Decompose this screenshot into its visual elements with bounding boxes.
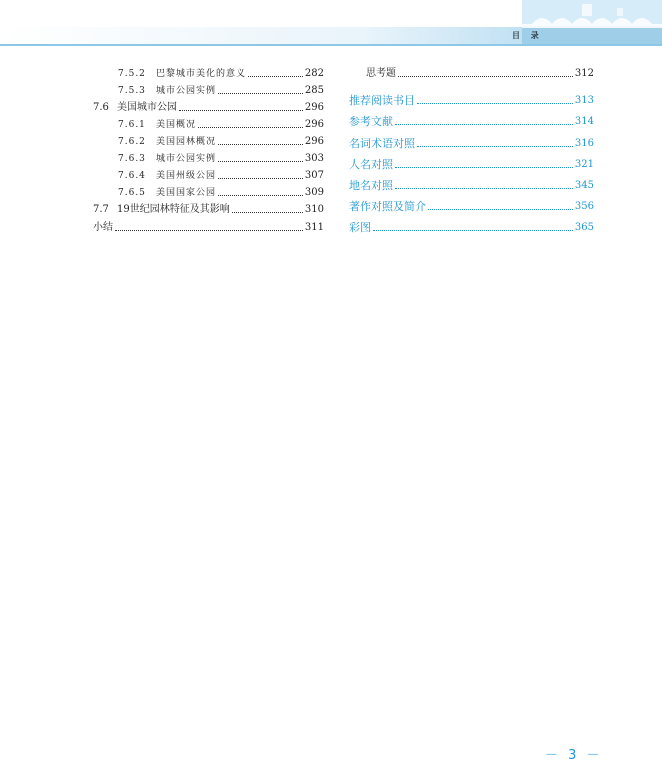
- toc-entry-title: 巴黎城市美化的意义: [156, 69, 247, 79]
- toc-entry-title: 彩图: [349, 221, 371, 234]
- toc-entry[interactable]: [349, 91, 594, 107]
- toc-entry-number: 7.7: [93, 204, 109, 215]
- toc-leader-dots: [218, 92, 303, 94]
- toc-entry-title: 推荐阅读书目: [349, 94, 415, 107]
- toc-entry-page: 282: [304, 68, 324, 79]
- toc-leader-dots: [398, 75, 573, 77]
- toc-entry-title: 美国园林概况: [156, 137, 217, 147]
- toc-entry-page: 307: [304, 170, 324, 181]
- toc-entry-page: 285: [304, 85, 324, 96]
- toc-entry[interactable]: [118, 81, 324, 97]
- toc-entry-page: 312: [574, 68, 594, 79]
- toc-leader-dots: [395, 166, 573, 168]
- toc-entry-title: 小结: [93, 222, 113, 233]
- toc-entry-title: 地名对照: [349, 179, 393, 192]
- toc-entry-title: 城市公园实例: [156, 86, 217, 96]
- toc-leader-dots: [395, 123, 573, 125]
- toc-entry[interactable]: [349, 176, 594, 192]
- toc-leader-dots: [218, 160, 303, 162]
- toc-entry[interactable]: [93, 98, 324, 114]
- toc-entry-title: 著作对照及简介: [349, 200, 426, 213]
- toc-leader-dots: [373, 229, 573, 231]
- toc-entry-page: 316: [574, 138, 594, 149]
- toc-entry-title: 城市公园实例: [156, 154, 217, 164]
- toc-entry-title: 19世纪园林特征及其影响: [117, 204, 230, 215]
- toc-entry-page: 313: [574, 95, 594, 106]
- toc-entry-title: 思考题: [366, 68, 396, 79]
- toc-entry[interactable]: [93, 218, 324, 234]
- toc-leader-dots: [218, 143, 303, 145]
- toc-entry-number: 7.5.3: [118, 86, 146, 96]
- toc-entry-page: 303: [304, 153, 324, 164]
- toc-entry[interactable]: [366, 64, 594, 80]
- toc-entry-page: 314: [574, 116, 594, 127]
- header-title: 目 录: [512, 31, 543, 40]
- toc-entry-number: 7.6.1: [118, 120, 146, 130]
- header-bridge-image: [522, 0, 662, 44]
- toc-entry[interactable]: [349, 218, 594, 234]
- toc-entry-page: 310: [304, 204, 324, 215]
- toc-entry-page: 296: [304, 136, 324, 147]
- toc-leader-dots: [428, 208, 573, 210]
- toc-leader-dots: [232, 211, 303, 213]
- toc-entry[interactable]: [118, 64, 324, 80]
- page-number: － 3 －: [545, 748, 603, 763]
- toc-leader-dots: [248, 75, 303, 77]
- toc-leader-dots: [417, 145, 573, 147]
- toc-entry-number: 7.6.3: [118, 154, 146, 164]
- toc-entry-number: 7.6: [93, 102, 109, 113]
- toc-entry-title: 美国概况: [156, 120, 197, 130]
- toc-entry[interactable]: [118, 149, 324, 165]
- toc-entry-title: 名词术语对照: [349, 137, 415, 150]
- toc-entry[interactable]: [93, 200, 324, 216]
- toc-leader-dots: [218, 177, 303, 179]
- toc-entry-number: 7.6.2: [118, 137, 146, 147]
- header-rule: [0, 44, 662, 46]
- toc-entry[interactable]: [118, 166, 324, 182]
- toc-entry-title: 美国城市公园: [117, 102, 177, 113]
- toc-entry-page: 296: [304, 119, 324, 130]
- toc-entry-page: 321: [574, 159, 594, 170]
- toc-entry-page: 356: [574, 201, 594, 212]
- toc-entry-page: 365: [574, 222, 594, 233]
- toc-entry-title: 人名对照: [349, 158, 393, 171]
- toc-leader-dots: [115, 229, 303, 231]
- toc-entry[interactable]: [349, 134, 594, 150]
- toc-entry[interactable]: [118, 132, 324, 148]
- toc-entry[interactable]: [118, 115, 324, 131]
- toc-entry[interactable]: [349, 155, 594, 171]
- toc-entry-number: 7.6.4: [118, 171, 146, 181]
- toc-entry[interactable]: [118, 183, 324, 199]
- toc-leader-dots: [417, 102, 573, 104]
- toc-entry[interactable]: [349, 112, 594, 128]
- toc-entry-page: 311: [304, 222, 324, 233]
- toc-entry-title: 美国州级公园: [156, 171, 217, 181]
- toc-entry-page: 345: [574, 180, 594, 191]
- toc-entry-title: 参考文献: [349, 115, 393, 128]
- toc-entry-number: 7.5.2: [118, 69, 146, 79]
- toc-leader-dots: [395, 187, 573, 189]
- toc-leader-dots: [218, 194, 303, 196]
- toc-entry-page: 296: [304, 102, 324, 113]
- toc-entry-page: 309: [304, 187, 324, 198]
- toc-leader-dots: [198, 126, 303, 128]
- toc-entry-number: 7.6.5: [118, 188, 146, 198]
- toc-leader-dots: [179, 109, 303, 111]
- toc-entry-title: 美国国家公园: [156, 188, 217, 198]
- bridge-illustration: [522, 0, 662, 44]
- toc-entry[interactable]: [349, 197, 594, 213]
